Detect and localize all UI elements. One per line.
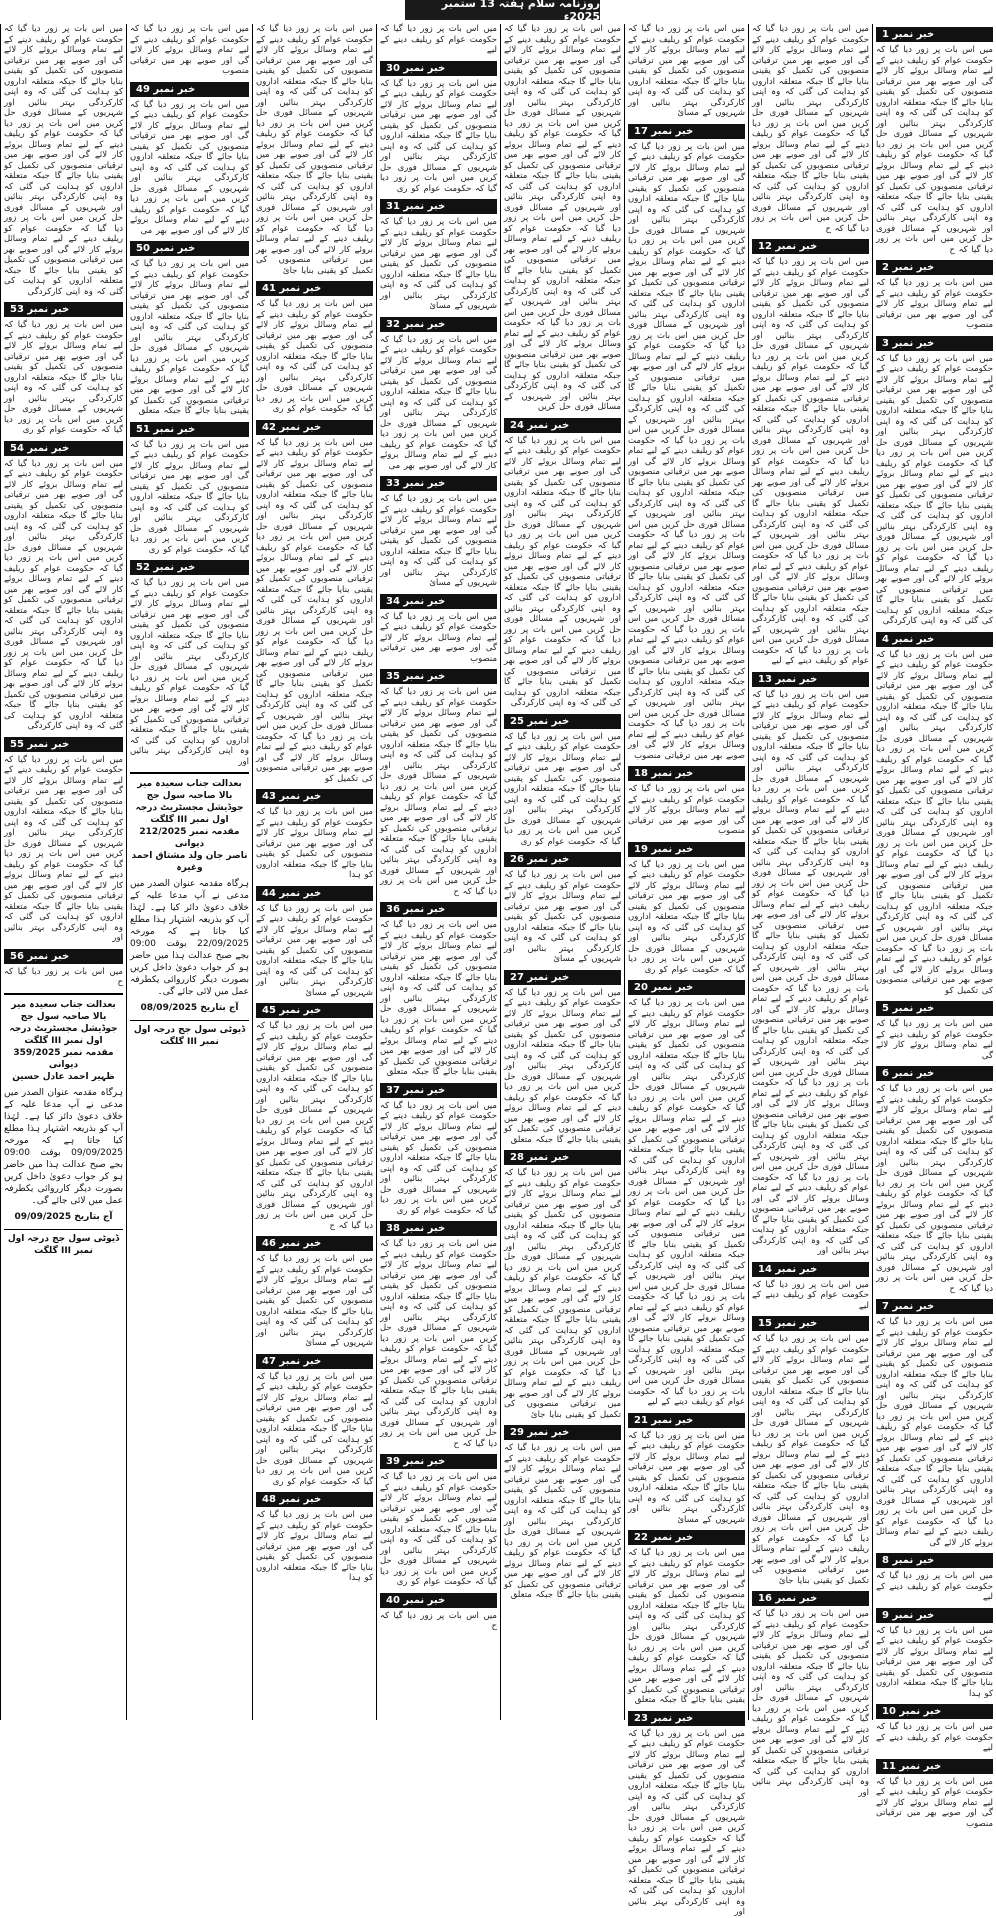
news-item [130,241,249,417]
news-number-tag: خبر نمبر 48 [256,1492,373,1507]
news-number-tag: خبر نمبر 47 [256,1354,373,1369]
column-2 [748,24,872,1798]
news-body-text: میں اس بات پر زور دیا گیا کہ حکومت عوام کو ریلیف دینے کے لیے [752,1279,869,1311]
column-4 [500,24,624,1720]
news-number-tag: خبر نمبر 9 [876,1608,993,1623]
news-body-text: میں اس بات پر زور دیا گیا کہ حکومت عوام کو ریلیف دینے کے لیے تمام وسائل بروئے کار لائے گی اور صوبے بھر میں ترقیاتی منصوبوں کی تکمیل کو یقینی بنایا جائے گا جبکہ متعلقہ اداروں کو ہدایت کی گئی کہ وہ اپنی کارکردگی بہتر بنائیں اور شہریوں کے مسائل فوری حل کریں میں اس بات پر زور دیا گیا کہ حکومت عوام کو ری [628,859,745,975]
news-item [876,1704,993,1754]
news-number-tag: خبر نمبر 49 [130,82,249,97]
news-number-tag: خبر نمبر 13 [752,672,869,687]
news-body-text: میں اس بات پر زور دیا گیا کہ حکومت عوام کو ریلیف دینے کے لیے تمام وسائل بروئے کار لائے گی اور صوبے بھر میں ترقیاتی منصوبوں کی تکمیل کو یقینی بنایا جائے گا جبکہ متعلقہ اداروں کو ہدایت کی گئی کہ وہ اپنی کارکردگی بہتر بنائیں اور شہریوں کے مسائل فوری حل کریں میں اس بات پر زور دیا گیا کہ حکومت عوام کو ری [504,731,621,847]
news-item [4,302,123,436]
news-body-text: میں اس بات پر زور دیا گیا کہ حکومت عوام کو ریلیف دینے کے لیے تمام وسائل بروئے کار لائے گی اور صوبے بھر میں ترقیاتی منصوبوں کی تکمیل کو یقینی بنایا جائے گا جبکہ متعلقہ اداروں کو ہدایت کی گئی کہ وہ اپنی کارکردگی بہتر بنائیں اور شہریوں کے مسائل فوری حل کریں میں اس بات پر زور دیا گیا کہ حکومت عوام کو ریلیف دینے کے لیے تمام وسائل بروئے کار لائے گی اور صوبے بھر میں ترقیاتی منصوبوں کی تکمیل کو یقینی بنایا جائے گا جبکہ متعلقہ اداروں کو ہدایت کی گئی کہ وہ اپنی کارکردگی بہتر بنائیں اور شہریوں کے مسائل فوری حل کریں میں اس بات پر زور دیا گیا کہ حکومت عوام کو ریلیف دینے کے لیے تمام وسائل بروئے کار لائے گی اور صوبے بھر میں ترقیاتی منصوبوں کی تکمیل کو یقینی بنایا جائے گا جبکہ متعلقہ اداروں کو ہدایت کی گئی کہ وہ اپنی کارکردگی بہتر بنائیں اور شہریوں کے مسائل فوری حل کریں میں اس بات پر زور دیا گیا کہ حکومت عوام کو ریلیف دینے کے لیے تمام وسائل بروئے کار لائے گی اور صوبے بھر میں ترقیاتی منصوبوں کی تکمیل کو یقینی بنایا جائے گا جبکہ متعلقہ اداروں کو ہدایت کی گئی کہ وہ اپنی کارکردگی بہتر بنائیں اور شہریوں کے مسائل فوری حل کریں میں اس بات پر زور دیا گیا کہ حکومت عوام کو ریلیف دینے کے لیے تمام وسائل بروئے کار لائے گی اور صوبے بھر میں ترقیاتی منصوبوں کی تکمیل کو یقینی بنایا جائے گا جبکہ متعلقہ اداروں کو ہدایت کی گئی کہ وہ اپنی کارکردگی بہتر بنائیں اور شہریوں کے مسائل فوری حل کریں میں اس بات پر زور دیا گیا کہ حکومت عوام کو ریلیف دینے کے لیے تمام وسائل بروئے کار لائے گی اور صوبے بھر میں ترقیاتی منصوبوں کی تکمیل کو یقینی بنایا جائے گا جبکہ متعلقہ اداروں کو ہدایت کی گئی کہ وہ اپنی کارکردگی بہتر بنائیں اور [752,689,869,1256]
news-number-tag: خبر نمبر 53 [4,302,123,317]
news-item [130,560,249,767]
news-item [876,632,993,997]
notice-body: ہرگاہ مقدمہ عنوان الصدر میں مدعی نے آپ مدعا علیہ کے خلاف دعویٰ دائر کیا ہے۔ لہٰذا آپ کو بذریعہ اشتہار ہذا مطلع کیا جاتا ہے کہ مورخہ 22/09/2025 بوقت 09:00 بجے صبح عدالت ہذا میں حاضر ہو کر جواب دعویٰ داخل کریں بصورت دیگر کارروائی یکطرفہ عمل میں لائی جائے گی۔ [130,879,249,997]
news-body-text: میں اس بات پر زور دیا گیا کہ حکومت عوام کو ریلیف دینے کے لیے تمام وسائل بروئے کار لائے گی اور صوبے بھر میں ترقیاتی منصوبوں کی تکمیل کو یقینی بنایا جائے گا جبکہ متعلقہ اداروں کو ہدایت کی گئی کہ وہ اپنی کارکردگی بہتر بنائیں اور شہریوں کے مسائل فوری حل کریں میں اس بات پر زور دیا گیا کہ حکومت عوام کو ریلیف دینے کے لیے تمام وسائل بروئے کار لائے گی اور صوبے بھر میں ترقیاتی منصوبوں کی تکمیل کو یقینی بنایا جائے گا جبکہ متعلقہ اداروں کو ہدایت کی گئی کہ وہ اپنی کارکردگی بہتر بنائیں اور شہریوں کے مسائل فوری حل کریں میں اس بات پر زور دیا گیا کہ حکومت عوام کو ریلیف دینے کے لیے تمام وسائل بروئے کار لائے گی اور صوبے بھر میں ترقیاتی منصوبوں کی تکمیل کو یقینی بنایا جائ [256,24,373,276]
news-body-text: میں اس بات پر زور دیا گیا کہ حکومت عوام کو ریلیف دینے کے لیے تمام وسائل بروئے کار لائے گی اور صوبے بھر میں ترقیاتی منصوبوں کی تکمیل کو یقینی بنایا جائے گا جبکہ متعلقہ اداروں کو ہدا [256,807,373,880]
news-number-tag: خبر نمبر 26 [504,852,621,867]
news-item [628,1413,745,1526]
news-number-tag: خبر نمبر 34 [380,594,497,609]
news-item [4,441,123,732]
news-number-tag: خبر نمبر 6 [876,1066,993,1081]
news-number-tag: خبر نمبر 25 [504,714,621,729]
news-body-text: میں اس بات پر زور دیا گیا کہ حکومت عوام کو ریلیف دینے کے لیے تمام وسائل بروئے کار لائے گی اور صوبے بھر میں ترقیاتی منصوبوں کی تکمیل کو یقینی بنایا جائے گا جبکہ متعلقہ اداروں کو ہدایت کی گئی کہ وہ اپنی کارکردگی بہتر بنائیں اور شہریوں کے مسائل فوری حل کریں میں اس بات پر زور دیا گیا کہ حکومت عوام کو ریلیف دینے کے لیے تمام وسائل بروئے کار لائے گی اور صوبے بھر میں ترقیاتی منصوبوں کی تکمیل کو یقینی بنایا جائے گا جبکہ متعلقہ اداروں کو ہدایت کی گئی کہ وہ اپنی کارکردگی بہتر بنائیں اور شہریوں کے مسائل فوری حل کریں میں اس بات پر زور دیا گیا کہ حکومت عوام کو ریلیف دینے کے لیے تمام وسائل بروئے کار لائے گی اور صوبے بھر میں ترقیاتی منصوبوں کی تکمیل کو یقینی بنایا جائے گا جبکہ متعلقہ اداروں کو ہدایت کی گئی کہ وہ اپنی کارکردگی [504,435,621,708]
news-item [380,199,497,312]
news-body-text: میں اس بات پر زور دیا گیا کہ حکومت عوام کو ریلیف دینے کے لیے تمام وسائل بروئے کار لائے گی اور صوبے بھر میں ترقیاتی منصوبوں کی تکمیل کو یقینی بنایا جائے گا جبکہ متعلقہ اداروں کو ہدایت کی گئی کہ وہ اپنی کارکردگی بہتر بنائیں اور شہریوں کے مسائل فوری حل کریں میں اس بات پر زور دیا گیا کہ حکومت عوام کو ری [256,1371,373,1487]
notice-case-number: مقدمہ نمبر 212/2025 دیوانی [139,827,240,849]
news-item [752,1591,869,1798]
news-item [380,594,497,665]
news-body-text: میں اس بات پر زور دیا گیا کہ حکومت عوام کو ریلیف دینے کے لیے تمام وسائل بروئے کار لائے گی اور صوبے بھر میں ترقیاتی منصوبوں کی تکمیل کو یقینی بنایا جائے گا جبکہ متعلقہ اداروں کو ہدایت کی گئی کہ وہ اپنی کارکردگی بہتر بنائیں اور شہریوں کے مسائل فوری حل کریں میں اس بات پر زور دیا گیا کہ حکومت عوام کو ری [256,299,373,414]
news-body-text: میں اس بات پر زور دیا گیا کہ حکومت عوام کو ریلیف دینے کے لیے تمام وسائل بروئے کار لائے گی اور صوبے بھر میں ترقیاتی منصوبوں کی تکمیل کو یقینی بنایا جائے گا جبکہ متعلقہ اداروں کو ہدایت کی گئی کہ وہ اپنی کارکردگی بہتر بنائیں اور شہریوں کے مسائل فوری حل کریں میں اس بات پر زور دیا گیا کہ حکومت عوام کو ری [380,1472,497,1587]
news-body-text: میں اس بات پر زور دیا گیا کہ حکومت عوام کو ریلیف دینے کے لیے تمام وسائل بروئے کار لائے گی اور صوبے بھر میں ترقیاتی منصوبوں کی تکمیل کو یقینی بنایا جائے گا جبکہ متعلقہ اداروں کو ہدایت کی گئی کہ وہ اپنی کارکردگی بہتر بنائیں اور شہریوں کے مسائل فوری حل کریں میں اس بات پر زور دیا گیا کہ حکومت عوام کو ریلیف دینے کے لیے تمام وسائل بروئے کار لائے گی اور صوبے بھر میں ترقیاتی منصوبوں کی تکمیل کو یقینی بنایا جائے گا جبکہ متعلقہ اداروں کو ہدایت کی گئی کہ وہ اپنی کارکردگی بہتر بنائیں اور شہریوں کے مسائل فوری حل کریں میں اس بات پر زور دیا گیا کہ حکومت عوام کو ریلیف دینے کے لیے تمام وسائل بروئے کار لائے گی اور صوبے بھر میں ترقیاتی منصوبوں کی تکمیل کو یقینی بنایا جائے گا جبکہ متعلقہ اداروں کو ہدایت کی گئی کہ وہ اپنی کارکردگی بہتر بنائیں اور شہریوں کے مسائل فوری حل کریں میں اس بات پر زور دیا گیا کہ حکومت عوام کو ریلیف دینے کے لیے تمام وسائل بروئے کار لائے گی اور صوبے بھر میں ترقیاتی منصوبوں کی تکمیل کو یقینی بنایا جائے گا جبکہ متعلقہ اداروں کو ہدایت کی گئی کہ وہ اپنی کارکردگی بہتر بنائیں اور شہریوں کے مسائل فوری حل کریں میں اس بات پر زور دیا گیا کہ حکومت عوام کو ریلیف دینے کے لیے [752,257,869,666]
news-item [4,949,123,988]
news-number-tag: خبر نمبر 51 [130,422,249,437]
news-number-tag: خبر نمبر 3 [876,336,993,351]
news-item [504,714,621,848]
news-body-text: میں اس بات پر زور دیا گیا کہ حکومت عوام کو ریلیف دینے کے لیے تمام وسائل بروئے کار لائے گی [876,1019,993,1061]
news-number-tag: خبر نمبر 32 [380,317,497,332]
news-item [380,1083,497,1217]
notice-date: آج بتاریخ 08/09/2025 [140,1003,239,1013]
news-body-text: میں اس بات پر زور دیا گیا کہ حکومت عوام کو ریلیف دینے کے لیے تمام وسائل بروئے کار لائے گی اور صوبے بھر میں ترقیاتی منصوبوں کی تکمیل کو یقینی بنایا جائے گا جبکہ متعلقہ اداروں کو ہدا [256,1510,373,1583]
news-body-text: میں اس بات پر زور دیا گیا کہ حکومت عوام کو ریلیف دینے کے لیے تمام وسائل بروئے کار لائے گی اور صوبے بھر میں ترقیاتی منصوبوں کی تکمیل کو یقینی بنایا جائے گا جبکہ متعلقہ اداروں کو ہدایت کی گئی کہ وہ اپنی کارکردگی بہتر بنائیں اور شہریوں کے مسائل فوری حل کریں میں اس بات پر زور دیا گیا کہ حکومت عوام کو ریلیف دینے کے لیے تمام وسائل بروئے کار لائے گی اور صوبے بھر میں ترقیاتی منصوبوں کی تکمیل کو یقینی بنایا جائے گا جبکہ متعلقہ اداروں کو ہدایت کی گئی کہ وہ اپنی کارکردگی بہتر بنائیں اور شہریوں کے مسائل فوری حل کریں میں اس بات پر زور دیا گیا کہ ح [876,1084,993,1294]
news-body-text: میں اس بات پر زور دیا گیا کہ حکومت عوام کو ریلیف دینے کے لیے تمام وسائل بروئے کار لائے گی اور صوبے بھر میں ترقیاتی منصوبوں کی تکمیل کو یقینی بنایا جائے گا جبکہ متعلقہ اداروں کو ہدایت کی گئی کہ وہ اپنی کارکردگی بہتر بنائیں اور شہریوں کے مسائل فوری حل کریں میں اس بات پر زور دیا گیا کہ حکومت عوام کو ریلیف دینے کے لیے تمام وسائل بروئے کار لائے گی اور صوبے بھر میں ترقیاتی منصوبوں کی تکمیل کو یقینی بنایا جائے گا جبکہ متعلقہ اداروں کو ہدایت کی گئی کہ وہ اپنی کارکردگی بہتر بنائیں اور [130,578,249,767]
news-number-tag: خبر نمبر 56 [4,949,123,964]
news-body-text: میں اس بات پر زور دیا گیا کہ حکومت عوام کو ریلیف دینے کے لیے تمام وسائل بروئے کار لائے گی اور صوبے بھر میں ترقیاتی منصوبوں کی تکمیل کو یقینی بنایا جائے گا جبکہ متعلقہ اداروں کو ہدایت کی گئی کہ وہ اپنی کارکردگی بہتر بنائیں اور شہریوں کے مسائل فوری حل کریں میں اس بات پر زور دیا گیا کہ حکومت عوام کو ریلیف دینے کے لیے تمام وسائل بروئے کار لائے گی اور صوبے بھر میں ترقیاتی منصوبوں کی تکمیل کو یقینی بنایا جائے گا جبکہ متعلقہ اداروں کو ہدایت کی گئی کہ وہ اپنی کارکردگی بہتر بنائیں اور شہریوں کے مسائل فوری حل کریں میں اس بات پر زور دیا گیا کہ حکومت عوام کو ریلیف دینے کے لیے تمام وسائل بروئے کار لائے گی اور صوبے بھر میں ترقیاتی منصوبوں کی تکمیل کو یقینی بنایا جائے گا جبکہ متعلقہ اداروں کو ہدایت کی گئی کہ وہ اپنی کارکردگی [4,24,123,297]
notice-parties: ناصر جان ولد مشتاق احمد وغیرہ [131,851,248,873]
news-item [256,789,373,881]
news-number-tag: خبر نمبر 16 [752,1591,869,1606]
court-notice [130,772,249,1048]
news-item [876,1553,993,1603]
news-number-tag: خبر نمبر 28 [504,1150,621,1165]
news-item [876,1001,993,1061]
news-item [380,317,497,472]
news-item [876,1608,993,1700]
news-number-tag: خبر نمبر 2 [876,260,993,275]
notice-parties: ظہیر احمد عادل حسین [12,1071,115,1082]
news-body-text: میں اس بات پر زور دیا گیا کہ ح [4,966,123,987]
news-body-text: میں اس بات پر زور دیا گیا کہ حکومت عوام کو ریلیف دینے کے لیے تمام وسائل بروئے کار لائے گی اور صوبے بھر میں ترقیاتی منصوبوں کی تکمیل کو یقینی بنایا جائے گا جبکہ متعلقہ اداروں کو ہدایت کی گئی کہ وہ اپنی کارکردگی بہتر بنائیں اور شہریوں کے مسائل فوری حل کریں میں اس بات پر زور دیا گیا کہ حکومت عوام کو ریلیف دینے کے لیے تمام وسائل بروئے کار لائے گی اور صوبے بھر میں ترقیاتی منصوبوں کی تکمیل کو یقینی بنایا جائے گا جبکہ متعلقہ اداروں کو ہدایت کی گئی کہ وہ اپنی کارکردگی بہتر بنائیں اور شہریوں کے مسائل فوری حل کریں میں اس بات پر زور دیا گیا کہ ح [380,687,497,897]
news-number-tag: خبر نمبر 18 [628,766,745,781]
news-body-text: میں اس بات پر زور دیا گیا کہ حکومت عوام کو ریلیف دینے کے لیے تمام وسائل بروئے کار لائے گی اور صوبے بھر میں ترقیاتی منصوبوں کی تکمیل کو یقینی بنایا جائے گا جبکہ متعلقہ اداروں کو ہدایت کی گئی کہ وہ اپنی کارکردگی بہتر بنائیں اور شہریوں کے مسائل فوری حل کریں میں اس بات پر زور دیا گیا کہ حکومت عوام کو ری [380,1100,497,1216]
news-number-tag: خبر نمبر 29 [504,1425,621,1440]
news-body-text: میں اس بات پر زور دیا گیا کہ حکومت عوام کو ریلیف دینے کے لیے تمام وسائل بروئے کار لائے گی اور صوبے بھر میں ترقیاتی منصوب [380,611,497,664]
news-item [876,27,993,255]
news-item [876,1066,993,1294]
news-number-tag: خبر نمبر 41 [256,281,373,296]
news-body-text: میں اس بات پر زور دیا گیا کہ حکومت عوام کو ریلیف دینے کے لیے تمام وسائل بروئے کار لائے گی اور صوبے بھر میں ترقیاتی منصوبوں کی تکمیل کو یقینی بنایا جائے گا جبکہ متعلقہ اداروں کو ہدایت کی گئی کہ وہ اپنی کارکردگی بہتر بنائیں اور شہریوں کے مسائل فوری حل کریں میں اس بات پر زور دیا گیا کہ حکومت عوام کو ریلیف دینے کے لیے تمام وسائل بروئے کار لائے گی اور صوبے بھر میں ترقیاتی منصوبوں کی تکمیل کو یقینی بنایا جائے گا جبکہ متعلقہ اداروں کو ہدایت کی گئی کہ وہ اپنی کارکردگی بہتر بنائیں اور شہریوں کے مسائل فوری حل کریں میں اس بات پر زور دیا گیا کہ حکومت عوام کو ریلیف دینے کے لیے تمام وسائل بروئے کار لائے گی اور صوبے بھر میں ترقیاتی منصوبوں کی تکمیل کو یقینی بنایا جائے گا جبکہ متعلقہ اداروں کو ہدایت کی گئی کہ وہ اپنی کارکردگی بہتر بنائیں اور شہریوں کے مسائل فوری حل کریں میں اس بات پر زور دیا گیا کہ حکومت عوام کو ریلیف دینے کے لیے تمام وسائل بروئے کار لائے گی اور صوبے بھر میں ترقیاتی منصوبوں کی تکمیل کو [876,649,993,996]
news-body-text: میں اس بات پر زور دیا گیا کہ حکومت عوام کو ریلیف دینے کے لیے تمام وسائل بروئے کار لائے گی اور صوبے بھر میں ترقیاتی منصوبوں کی تکمیل کو یقینی بنایا جائے گا جبکہ متعلقہ اداروں کو ہدایت کی گئی کہ وہ اپنی کارکردگی بہتر بنائیں اور شہریوں کے مسائ [504,870,621,964]
news-item [876,260,993,331]
news-item [628,766,745,837]
news-item [380,61,497,195]
news-number-tag: خبر نمبر 10 [876,1704,993,1719]
news-body-text: میں اس بات پر زور دیا گیا کہ حکومت عوام کو ریلیف دینے کے لیے تمام وسائل بروئے کار لائے گی اور صوبے بھر میں ترقیاتی منصوب [628,784,745,836]
news-item [380,902,497,1078]
news-item [130,24,249,77]
news-item [380,1593,497,1632]
news-body-text: میں اس بات پر زور دیا گیا کہ حکومت عوام کو ریلیف دینے کے لیے تمام وسائل بروئے کار لائے گی اور صوبے بھر میں ترقیاتی منصوبوں کی تکمیل کو یقینی بنایا جائے گا جبکہ متعلقہ اداروں کو ہدایت کی گئی کہ وہ اپنی کارکردگی بہتر بنائیں اور شہریوں کے مسائل فوری حل کریں میں اس بات پر زور دیا گیا کہ حکومت عوام کو ریلیف دینے کے لیے تمام وسائل بروئے کار لائے گی اور صوبے بھر میں ترقیاتی منصوبوں کی تکمیل کو یقینی بنایا جائے گا جبکہ متعلقہ اداروں کو ہدایت کی گئی کہ وہ اپنی کارکردگی بہتر بنائیں اور شہریوں کے مسائل فوری حل کریں میں اس بات پر زور دیا گیا کہ حکومت عوام کو ریلیف دینے کے لیے تمام وسائل بروئے کار لائے گی اور صوبے بھر میں ترقیاتی منصوبوں کی تکمیل کو یقینی بنایا جائ [504,1168,621,1420]
news-item [256,24,373,276]
news-body-text: میں اس بات پر زور دیا گیا کہ حکومت عوام کو ریلیف دینے کے لیے تمام وسائل بروئے کار لائے گی اور صوبے بھر میں ترقیاتی منصوبوں کی تکمیل کو یقینی بنایا جائے گا جبکہ متعلقہ اداروں کو ہدا [876,1625,993,1699]
news-body-text: میں اس بات پر زور دیا گیا کہ حکومت عوام کو ریلیف دینے کے لیے تمام وسائل بروئے کار لائے گی اور صوبے بھر میں ترقیاتی منصوبوں کی تکمیل کو یقینی بنایا جائے گا جبکہ متعلقہ اداروں کو ہدایت کی گئی کہ وہ اپنی کارکردگی بہتر بنائیں اور شہریوں کے مسائل فوری حل کریں میں اس بات پر زور دیا گیا کہ حکومت عوام کو ریلیف دینے کے لیے تمام وسائل بروئے کار لائے گی اور صوبے بھر میں ترقیاتی منصوبوں کی تکمیل کو یقینی بنایا جائے گا جبکہ متعلقہ اداروں کو ہدایت کی گئی کہ وہ اپنی کارکردگی بہتر بنائیں اور شہریوں کے مسائل فوری حل کریں میں اس بات پر زور دیا گیا کہ ح [752,24,869,234]
news-body-text: میں اس بات پر زور دیا گیا کہ حکومت عوام کو ریلیف دینے کے لیے تمام وسائل بروئے کار لائے گی اور صوبے بھر میں ترقیاتی منصوبوں کی تکمیل کو یقینی بنایا جائے گا جبکہ متعلقہ اداروں کو ہدایت کی گئی کہ وہ اپنی کارکردگی بہتر بنائیں اور شہریوں کے مسائل فوری حل کریں میں اس بات پر زور دیا گیا کہ حکومت عوام کو ریلیف دینے کے لیے تمام وسائل بروئے کار لائے گی اور صوبے بھر میں ترقیاتی منصوبوں کی تکمیل کو یقینی بنایا جائے گا جبکہ متعلقہ اداروں کو ہدایت کی گئی کہ وہ اپنی کارکردگی بہتر بنائیں اور شہریوں کے مسائل فوری حل کریں میں اس بات پر زور دیا گیا کہ حکومت عوام کو ریلیف دینے کے لیے تمام وسائل بروئے کار لائے گی اور صوبے بھر میں ترقیاتی منصوبوں کی تکمیل کو یقینی بنایا جائے گا جبکہ متعلقہ اداروں کو ہدایت کی گئی کہ وہ اپنی کارکردگی [4,458,123,731]
news-body-text: میں اس بات پر زور دیا گیا کہ حکومت عوام کو ریلیف دینے کے لیے تمام وسائل بروئے کار لائے گی اور صوبے بھر میں ترقیاتی منصوبوں کی تکمیل کو یقینی بنایا جائے گا جبکہ متعلقہ اداروں کو ہدایت کی گئی کہ وہ اپنی کارکردگی بہتر بنائیں اور شہریوں کے مسائل فوری حل کریں میں اس بات پر زور دیا گیا کہ حکومت عوام کو ریلیف دینے کے لیے تمام وسائل بروئے کار لائے گی اور صوبے بھر میں ترقیاتی منصوبوں کی تکمیل کو یقینی بنایا جائے گا جبکہ متعلق [504,1443,621,1600]
news-number-tag: خبر نمبر 31 [380,199,497,214]
news-item [256,1354,373,1488]
news-body-text: میں اس بات پر زور دیا گیا کہ حکومت عوام کو ریلیف دینے کے لیے تمام وسائل بروئے کار لائے گی اور صوبے بھر میں ترقیاتی منصوبوں کی تکمیل کو یقینی بنایا جائے گا جبکہ متعلقہ اداروں کو ہدایت کی گئی کہ وہ اپنی کارکردگی بہتر بنائیں اور شہریوں کے مسائل فوری حل کریں میں اس بات پر زور دیا گیا کہ حکومت عوام کو ریلیف دینے کے لیے تمام وسائل بروئے کار لائے گی اور صوبے بھر میں ترقیاتی منصوبوں کی تکمیل کو یقینی بنایا جائے گا جبکہ متعلقہ اداروں کو ہدایت کی گئی کہ وہ اپنی کارکردگی بہتر بنائیں اور شہریوں کے مسائل فوری حل کریں میں اس بات پر زور دیا گیا کہ حکومت عوام کو ریلیف دینے کے لیے تمام وسائل بروئے کار لائے گی اور صوبے بھر میں ترقیاتی منصوبوں کی تکمیل کو یقینی بنایا جائے گا جبکہ متعلقہ اداروں کو ہدایت کی گئی کہ وہ اپنی کارکردگی بہتر بنائیں اور شہریوں کے مسائل فوری حل کریں میں اس بات پر زور دیا گیا کہ حکومت عوام کو ریلیف دینے کے لیے تمام وسائل بروئے کار لائے گی اور صوبے بھر میں ترقیاتی منصوبوں کی تکمیل کو یقینی بنایا جائے گا جبکہ متعلقہ اداروں کو ہدایت کی گئی کہ وہ اپنی کارکردگی بہتر بنائیں اور شہریوں کے مسائل فوری حل کریں میں اس بات پر زور دیا گیا کہ حکومت عوام کو ریلیف دینے کے لیے [628,998,745,1407]
news-item [628,980,745,1408]
news-number-tag: خبر نمبر 22 [628,1530,745,1545]
news-number-tag: خبر نمبر 5 [876,1001,993,1016]
news-item [504,1150,621,1420]
news-number-tag: خبر نمبر 39 [380,1454,497,1469]
news-number-tag: خبر نمبر 44 [256,886,373,901]
news-number-tag: خبر نمبر 43 [256,789,373,804]
news-number-tag: خبر نمبر 30 [380,61,497,76]
news-item [256,1003,373,1231]
news-body-text: میں اس بات پر زور دیا گیا کہ حکومت عوام کو ریلیف دینے کے لیے تمام وسائل بروئے کار لائے گی اور صوبے بھر میں ترقیاتی منصوبوں کی تکمیل کو یقینی بنایا جائے گا جبکہ متعلقہ اداروں کو ہدایت کی گئی کہ وہ اپنی کارکردگی بہتر بنائیں اور شہریوں کے مسائل فوری حل کریں میں اس بات پر زور دیا گیا کہ حکومت عوام کو ریلیف دینے کے لیے تمام وسائل بروئے کار لائے گی اور صوبے بھر میں ترقیاتی منصوبوں کی تکمیل کو یقینی بنایا جائے گا جبکہ متعلق [130,259,249,416]
notice-heading: بعدالت جناب سعیدہ میر بالا صاحبہ سول جج جوڈیشل مجسٹریٹ درجہ اول نمبر III گلگت [9,999,118,1046]
news-body-text: میں اس بات پر زور دیا گیا کہ حکومت عوام کو ریلیف دینے کے لیے تمام وسائل بروئے کار لائے گی اور صوبے بھر میں ترقیاتی منصوبوں کی تکمیل کو یقینی بنایا جائے گا جبکہ متعلقہ اداروں کو ہدایت کی گئی کہ وہ اپنی کارکردگی بہتر بنائیں اور شہریوں کے مسائ [256,1254,373,1348]
news-item [752,239,869,667]
news-body-text: میں اس بات پر زور دیا گیا کہ حکومت عوام کو ریلیف دینے کے لیے تمام وسائل بروئے کار لائے گی اور صوبے بھر میں ترقیاتی منصوب [876,278,993,330]
news-item [628,842,745,976]
notice-date: آج بتاریخ 09/09/2025 [14,1211,113,1222]
news-body-text: میں اس بات پر زور دیا گیا کہ حکومت عوام کو ریلیف دینے کے لیے تمام وسائل بروئے کار لائے گی اور صوبے بھر میں ترقیاتی منصوبوں کی تکمیل کو یقینی بنایا جائے گا جبکہ متعلقہ اداروں کو ہدایت کی گئی کہ وہ اپنی کارکردگی بہتر بنائیں اور شہریوں کے مسائل فوری حل کریں میں اس بات پر زور دیا گیا کہ حکومت عوام کو ریلیف دینے کے لیے تمام وسائل بروئے کار لائے گی اور صوبے بھر می [380,334,497,471]
news-number-tag: خبر نمبر 20 [628,980,745,995]
news-item [380,476,497,589]
news-item [876,1759,993,1830]
news-body-text: میں اس بات پر زور دیا گیا کہ حکومت عوام کو ریلیف دینے کے لیے تمام وسائل بروئے کار لائے گی اور صوبے بھر میں ترقیاتی منصوبوں کی تکمیل کو یقینی بنایا جائے گا جبکہ متعلقہ اداروں کو ہدایت کی گئی کہ وہ اپنی کارکردگی بہتر بنائیں اور شہریوں کے مسائل فوری حل کریں میں اس بات پر زور دیا گیا کہ حکومت عوام کو ریلیف دینے کے لیے تمام وسائل بروئے کار لائے گی اور صوبے بھر می [130,99,249,236]
news-body-text: میں اس بات پر زور دیا گیا کہ حکومت عوام کو ریلیف دینے کے لیے تمام وسائل بروئے کار لائے گی اور صوبے بھر میں ترقیاتی منصوبوں کی تکمیل کو یقینی بنایا جائے گا جبکہ متعلقہ اداروں کو ہدایت کی گئی کہ وہ اپنی کارکردگی بہتر بنائیں اور شہریوں کے مسائل فوری حل کریں میں اس بات پر زور دیا گیا کہ حکومت عوام کو ریلیف دینے کے لیے تمام وسائل بروئے کار لائے گی اور صوبے بھر میں ترقیاتی منصوبوں کی تکمیل کو یقینی بنایا جائے گا جبکہ متعلقہ اداروں کو ہدایت کی گئی کہ وہ اپنی کارکردگی بہتر بنائیں اور [4,754,123,943]
news-number-tag: خبر نمبر 12 [752,239,869,254]
news-body-text: میں اس بات پر زور دیا گیا کہ حکومت عوام کو ریلیف دینے کے لیے تمام وسائل بروئے کار لائے گی اور صوبے بھر میں ترقیاتی منصوبوں کی تکمیل کو یقینی بنایا جائے گا جبکہ متعلقہ اداروں کو ہدایت کی گئی کہ وہ اپنی کارکردگی بہتر بنائیں اور شہریوں کے مسائل فوری حل کریں میں اس بات پر زور دیا گیا کہ حکومت عوام کو ری [4,320,123,435]
news-item [4,737,123,944]
notice-body: ہرگاہ مقدمہ عنوان الصدر میں مدعی نے آپ مدعا علیہ کے خلاف دعویٰ دائر کیا ہے۔ لہٰذا آپ کو بذریعہ اشتہار ہذا مطلع کیا جاتا ہے کہ مورخہ 09/09/2025 بوقت 09:00 بجے صبح عدالت ہذا میں حاضر ہو کر جواب دعویٰ داخل کریں بصورت دیگر کارروائی یکطرفہ عمل میں لائی جائے گی۔ [4,1087,123,1206]
news-item [130,82,249,237]
news-body-text: میں اس بات پر زور دیا گیا کہ حکومت عوام کو ریلیف دینے کے لیے تمام وسائل بروئے کار لائے گی اور صوبے بھر میں ترقیاتی منصوبوں کی تکمیل کو یقینی بنایا جائے گا جبکہ متعلقہ اداروں کو ہدایت کی گئی کہ وہ اپنی کارکردگی بہتر بنائیں اور شہریوں کے مسائل فوری حل کریں میں اس بات پر زور دیا گیا کہ حکومت عوام کو ری [380,78,497,194]
news-number-tag: خبر نمبر 8 [876,1553,993,1568]
news-item [876,1299,993,1548]
news-number-tag: خبر نمبر 42 [256,420,373,435]
page-masthead: روزنامہ سلام ہفتہ 13 ستمبر 2025ء [405,0,600,20]
news-item [628,1530,745,1706]
news-number-tag: خبر نمبر 55 [4,737,123,752]
news-item [256,1236,373,1349]
notice-signature: ڈیوٹی سول جج درجہ اول نمبر III گلگت [4,1229,123,1257]
news-number-tag: خبر نمبر 45 [256,1003,373,1018]
news-body-text: میں اس بات پر زور دیا گیا کہ حکومت عوام کو ریلیف دینے کے لیے تمام وسائل بروئے کار لائے گی اور صوبے بھر میں ترقیاتی منصوبوں کی تکمیل کو یقینی بنایا جائے گا جبکہ متعلقہ اداروں کو ہدایت کی گئی کہ وہ اپنی کارکردگی بہتر بنائیں اور شہریوں کے مسائل فوری حل کریں میں اس بات پر زور دیا گیا کہ حکومت عوام کو ریلیف دینے کے لیے تمام وسائل بروئے کار لائے گی اور صوبے بھر میں ترقیاتی منصوبوں کی تکمیل کو یقینی بنایا جائے گا جبکہ متعلقہ اداروں کو ہدایت کی گئی کہ وہ اپنی کارکردگی بہتر بنائیں اور شہریوں کے مسائل فوری حل کریں میں اس بات پر زور دیا گیا کہ حکومت عوام کو ریلیف دینے کے لیے تمام وسائل بروئے کار لائے گی اور صوبے بھر میں ترقیاتی منصوبوں کی تکمیل کو یقینی بنایا جائ [752,1334,869,1586]
news-body-text: میں اس بات پر زور دیا گیا کہ حکومت عوام کو ریلیف دینے کے لیے تمام وسائل بروئے کار لائے گی اور صوبے بھر میں ترقیاتی منصوب [876,1776,993,1829]
news-body-text: میں اس بات پر زور دیا گیا کہ حکومت عوام کو ریلیف دینے کے لیے تمام وسائل بروئے کار لائے گی اور صوبے بھر میں ترقیاتی منصوبوں کی تکمیل کو یقینی بنایا جائے گا جبکہ متعلقہ اداروں کو ہدایت کی گئی کہ وہ اپنی کارکردگی بہتر بنائیں اور شہریوں کے مسائ [380,217,497,311]
news-body-text: میں اس بات پر زور دیا گیا کہ حکومت عوام کو ریلیف دینے کے لیے تمام وسائل بروئے کار لائے گی اور صوبے بھر میں ترقیاتی منصوبوں کی تکمیل کو یقینی بنایا جائے گا جبکہ متعلقہ اداروں کو ہدایت کی گئی کہ وہ اپنی کارکردگی بہتر بنائیں اور شہریوں کے مسائل فوری حل کریں میں اس بات پر زور دیا گیا کہ حکومت عوام کو ری [130,439,249,555]
news-body-text: میں اس بات پر زور دیا گیا کہ حکومت عوام کو ریلیف دینے کے لیے تمام وسائل بروئے کار لائے گی اور صوبے بھر میں ترقیاتی منصوبوں کی تکمیل کو یقینی بنایا جائے گا جبکہ متعلقہ اداروں کو ہدایت کی گئی کہ وہ اپنی کارکردگی بہتر بنائیں اور شہریوں کے مسائل فوری حل کریں میں اس بات پر زور دیا گیا کہ حکومت عوام کو ریلیف دینے کے لیے تمام وسائل بروئے کار لائے گی اور صوبے بھر میں ترقیاتی منصوبوں کی تکمیل کو یقینی بنایا جائے گا جبکہ متعلقہ اداروں کو ہدایت کی گئی کہ وہ اپنی کارکردگی بہتر بنائیں اور [752,1609,869,1798]
news-item [752,1262,869,1312]
column-6 [252,24,376,1720]
news-item [256,420,373,785]
news-body-text: میں اس بات پر زور دیا گیا کہ حکومت عوام کو ریلیف دینے کے لیے تمام وسائل بروئے کار لائے گی اور صوبے بھر میں ترقیاتی منصوبوں کی تکمیل کو یقینی بنایا جائے گا جبکہ متعلقہ اداروں کو ہدایت کی گئی کہ وہ اپنی کارکردگی بہتر بنائیں اور شہریوں کے مسائل فوری حل کریں میں اس بات پر زور دیا گیا کہ حکومت عوام کو ریلیف دینے کے لیے تمام وسائل بروئے کار لائے گی اور صوبے بھر میں ترقیاتی منصوبوں کی تکمیل کو یقینی بنایا جائے گا جبکہ متعلقہ اداروں کو ہدایت کی گئی کہ وہ اپنی کارکردگی بہتر بنائیں اور شہریوں کے مسائل فوری حل کریں میں اس بات پر زور دیا گیا کہ ح [876,45,993,255]
news-number-tag: خبر نمبر 15 [752,1316,869,1331]
news-item [256,281,373,415]
news-body-text: میں اس بات پر زور دیا گیا کہ حکومت عوام کو ریلیف دینے کے لیے تمام وسائل بروئے کار لائے گی اور صوبے بھر میں ترقیاتی منصوبوں کی تکمیل کو یقینی بنایا جائے گا جبکہ متعلقہ اداروں کو ہدایت کی گئی کہ وہ اپنی کارکردگی بہتر بنائیں اور شہریوں کے مسائ [628,1430,745,1525]
news-body-text: میں اس بات پر زور دیا گیا کہ حکومت عوام کو ریلیف دینے کے لیے تمام وسائل بروئے کار لائے گی اور صوبے بھر میں ترقیاتی منصوبوں کی تکمیل کو یقینی بنایا جائے گا جبکہ متعلقہ اداروں کو ہدایت کی گئی کہ وہ اپنی کارکردگی بہتر بنائیں اور شہریوں کے مسائل فوری حل کریں میں اس بات پر زور دیا گیا کہ حکومت عوام کو ریلیف دینے کے لیے تمام وسائل بروئے کار لائے گی اور صوبے بھر میں ترقیاتی منصوبوں کی تکمیل کو یقینی بنایا جائے گا جبکہ متعلقہ اداروں کو ہدایت کی گئی کہ وہ اپنی کارکردگی بہتر بنائیں اور [628,1728,745,1917]
notice-heading: بعدالت جناب سعیدہ میر بالا صاحبہ سول جج جوڈیشل مجسٹریٹ درجہ اول نمبر III گلگت [135,779,244,825]
news-body-text: میں اس بات پر زور دیا گیا کہ حکومت عوام کو ریلیف دینے کے لیے تمام وسائل بروئے کار لائے گی اور صوبے بھر میں ترقیاتی منصوبوں کی تکمیل کو یقینی بنایا جائے گا جبکہ متعلقہ اداروں کو ہدایت کی گئی کہ وہ اپنی کارکردگی بہتر بنائیں اور شہریوں کے مسائل فوری حل کریں میں اس بات پر زور دیا گیا کہ حکومت عوام کو ریلیف دینے کے لیے تمام وسائل بروئے کار لائے گی اور صوبے بھر میں ترقیاتی منصوبوں کی تکمیل کو یقینی بنایا جائے گا جبکہ متعلقہ اداروں کو ہدایت کی گئی کہ وہ اپنی کارکردگی بہتر بنائیں اور شہریوں کے مسائل فوری حل کریں میں اس بات پر زور دیا گیا کہ حکومت عوام کو ریلیف دینے کے لیے تمام وسائل بروئے کار لائے گی اور صوبے بھر میں ترقیاتی منصوبوں کی تکمیل کو یقینی بنایا جائے گا جبکہ متعلقہ اداروں کو ہدایت کی گئی کہ وہ اپنی کارکردگی بہتر بنائیں اور شہریوں کے مسائل فوری حل کریں میں اس بات پر زور دیا گیا کہ حکومت عوام کو ریلیف دینے کے لیے تمام وسائل بروئے کار لائے گی اور صوبے بھر میں ترقیاتی منصوبوں کی تکمیل کو یقینی بنایا جائے گا جبکہ متعلقہ اداروں کو ہدایت کی گئی کہ وہ اپنی کارکردگی بہتر بنائیں اور شہریوں کے مسائل فوری حل کریں میں اس بات پر زور دیا گیا کہ حکومت عوام کو ریلیف دینے کے لیے تمام وسائل بروئے کار لائے گی اور صوبے بھر میں ترقیاتی منصوبوں کی تکمیل کو یقینی بنایا جائے گا جبکہ متعلقہ اداروں کو ہدایت کی گئی کہ وہ اپنی کارکردگی بہتر بنائیں اور شہریوں کے مسائل فوری حل کریں میں اس بات پر زور دیا گیا کہ حکومت عوام کو ریلیف دینے کے لیے تمام وسائل بروئے کار لائے گی اور صوبے بھر میں ترقیاتی منصوبوں کی تکمیل کو یقینی بنایا جائے گا جبکہ متعلقہ اداروں کو ہدایت کی گئی کہ وہ اپنی کارکردگی بہتر بنائیں اور شہریوں کے مسائل فوری حل کریں میں اس بات پر زور دیا گیا کہ حکومت عوام کو ریلیف دینے کے لیے تمام وسائل بروئے کار لائے گی اور صوبے بھر میں ترقیاتی منصوب [628,141,745,761]
news-body-text: میں اس بات پر زور دیا گیا کہ حکومت عوام کو ریلیف دینے کے لیے تمام وسائل بروئے کار لائے گی اور صوبے بھر میں ترقیاتی منصوبوں کی تکمیل کو یقینی بنایا جائے گا جبکہ متعلقہ اداروں کو ہدایت کی گئی کہ وہ اپنی کارکردگی بہتر بنائیں اور شہریوں کے مسائل فوری حل کریں میں اس بات پر زور دیا گیا کہ حکومت عوام کو ریلیف دینے کے لیے تمام وسائل بروئے کار لائے گی اور صوبے بھر میں ترقیاتی منصوبوں کی تکمیل کو یقینی بنایا جائے گا جبکہ متعلقہ اداروں کو ہدایت کی گئی کہ وہ اپنی کارکردگی بہتر بنائیں اور شہریوں کے مسائل فوری حل کریں میں اس بات پر زور دیا گیا کہ ح [380,1239,497,1449]
news-body-text: میں اس بات پر زور دیا گیا کہ ح [380,1610,497,1631]
news-item [628,124,745,762]
news-number-tag: خبر نمبر 36 [380,902,497,917]
news-item [752,672,869,1257]
news-body-text: میں اس بات پر زور دیا گیا کہ حکومت عوام کو ریلیف دینے کے لیے تمام وسائل بروئے کار لائے گی اور صوبے بھر میں ترقیاتی منصوبوں کی تکمیل کو یقینی بنایا جائے گا جبکہ متعلقہ اداروں کو ہدایت کی گئی کہ وہ اپنی کارکردگی بہتر بنائیں اور شہریوں کے مسائ [256,903,373,998]
news-body-text: میں اس بات پر زور دیا گیا کہ حکومت عوام کو ریلیف دینے کے لیے تمام وسائل بروئے کار لائے گی اور صوبے بھر میں ترقیاتی منصوبوں کی تکمیل کو یقینی بنایا جائے گا جبکہ متعلقہ اداروں کو ہدایت کی گئی کہ وہ اپنی کارکردگی بہتر بنائیں اور شہریوں کے مسائل فوری حل کریں میں اس بات پر زور دیا گیا کہ حکومت عوام کو ریلیف دینے کے لیے تمام وسائل بروئے کار لائے گی اور صوبے بھر میں ترقیاتی منصوبوں کی تکمیل کو یقینی بنایا جائے گا جبکہ متعلقہ اداروں کو ہدایت کی گئی کہ وہ اپنی کارکردگی بہتر بنائیں اور شہریوں کے مسائل فوری حل کریں میں اس بات پر زور دیا گیا کہ حکومت عوام کو ریلیف دینے کے لیے تمام وسائل بروئے کار لائے گی اور صوبے بھر میں ترقیاتی منصوبوں کی تکمیل کو یقینی بنایا جائے گا جبکہ متعلقہ اداروں کو ہدایت کی گئی کہ وہ اپنی کارکردگی بہتر بنائیں اور شہریوں کے مسائل فوری حل کریں میں اس بات پر زور دیا گیا کہ حکومت عوام کو ریلیف دینے کے لیے تمام وسائل بروئے کار لائے گی اور صوبے بھر میں ترقیاتی منصوبوں کی تکمیل کو [256,437,373,784]
news-body-text: میں اس بات پر زور دیا گیا کہ حکومت عوام کو ریلیف دینے کے لیے تمام وسائل بروئے کار لائے گی اور صوبے بھر میں ترقیاتی منصوبوں کی تکمیل کو یقینی بنایا جائے گا جبکہ متعلقہ اداروں کو ہدایت کی گئی کہ وہ اپنی کارکردگی بہتر بنائیں اور شہریوں کے مسائ [380,494,497,588]
notice-signature: ڈیوٹی سول جج درجہ اول نمبر III گلگت [130,1020,249,1048]
news-body-text: میں اس بات پر زور دیا گیا کہ حکومت عوام کو ریلیف دینے کے لیے تمام وسائل بروئے کار لائے گی اور صوبے بھر میں ترقیاتی منصوبوں کی تکمیل کو یقینی بنایا جائے گا جبکہ متعلقہ اداروں کو ہدایت کی گئی کہ وہ اپنی کارکردگی بہتر بنائیں اور شہریوں کے مسائل فوری حل کریں میں اس بات پر زور دیا گیا کہ حکومت عوام کو ریلیف دینے کے لیے تمام وسائل بروئے کار لائے گی اور صوبے بھر میں ترقیاتی منصوبوں کی تکمیل کو یقینی بنایا جائے گا جبکہ متعلق [504,987,621,1145]
news-item [504,852,621,965]
news-item [380,24,497,56]
notice-case-number: مقدمہ نمبر 359/2025 دیوانی [13,1047,114,1070]
news-number-tag: خبر نمبر 27 [504,970,621,985]
news-item [752,1316,869,1586]
news-item [130,422,249,556]
news-number-tag: خبر نمبر 46 [256,1236,373,1251]
news-item [628,1711,745,1918]
court-notice [4,993,123,1257]
news-body-text: میں اس بات پر زور دیا گیا کہ حکومت عوام کو ریلیف دینے کے لیے تمام وسائل بروئے کار لائے گی اور صوبے بھر میں ترقیاتی منصوبوں کی تکمیل کو یقینی بنایا جائے گا جبکہ متعلقہ اداروں کو ہدایت کی گئی کہ وہ اپنی کارکردگی بہتر بنائیں اور شہریوں کے مسائ [628,24,745,118]
news-body-text: میں اس بات پر زور دیا گیا کہ حکومت عوام کو ریلیف دینے کے لیے [876,1571,993,1602]
news-body-text: میں اس بات پر زور دیا گیا کہ حکومت عوام کو ریلیف دینے کے لیے تمام وسائل بروئے کار لائے گی اور صوبے بھر میں ترقیاتی منصوبوں کی تکمیل کو یقینی بنایا جائے گا جبکہ متعلقہ اداروں کو ہدایت کی گئی کہ وہ اپنی کارکردگی بہتر بنائیں اور شہریوں کے مسائل فوری حل کریں میں اس بات پر زور دیا گیا کہ حکومت عوام کو ریلیف دینے کے لیے تمام وسائل بروئے کار لائے گی اور صوبے بھر میں ترقیاتی منصوبوں کی تکمیل کو یقینی بنایا جائے گا جبکہ متعلقہ اداروں کو ہدایت کی گئی کہ وہ اپنی کارکردگی بہتر بنائیں اور شہریوں کے مسائل فوری حل کریں میں اس بات پر زور دیا گیا کہ ح [256,1021,373,1231]
news-item [504,970,621,1146]
news-body-text: میں اس بات پر زور دیا گیا کہ حکومت عوام کو ریلیف دینے کے لیے تمام وسائل بروئے کار لائے گی اور صوبے بھر میں ترقیاتی منصوبوں کی تکمیل کو یقینی بنایا جائے گا جبکہ متعلقہ اداروں کو ہدایت کی گئی کہ وہ اپنی کارکردگی بہتر بنائیں اور شہریوں کے مسائل فوری حل کریں میں اس بات پر زور دیا گیا کہ حکومت عوام کو ریلیف دینے کے لیے تمام وسائل بروئے کار لائے گی اور صوبے بھر میں ترقیاتی منصوبوں کی تکمیل کو یقینی بنایا جائے گا جبکہ متعلقہ اداروں کو ہدایت کی گئی کہ وہ اپنی کارکردگی بہتر بنائیں اور شہریوں کے مسائل فوری حل کریں میں اس بات پر زور دیا گیا کہ حکومت عوام کو ریلیف دینے کے لیے تمام وسائل بروئے کار لائے گی اور صوبے بھر میں ترقیاتی منصوبوں کی تکمیل کو یقینی بنایا جائے گا جبکہ متعلقہ اداروں کو ہدایت کی گئی کہ وہ اپنی کارکردگی بہتر بنائیں اور شہریوں کے مسائل فوری حل کریں میں اس بات پر زور دیا گیا کہ حکومت عوام کو ریلیف دینے کے لیے تمام وسائل بروئے کار لائے گی اور صوبے بھر میں ترقیاتی منصوبوں کی تکمیل کو یقینی بنایا جائے گا جبکہ متعلقہ اداروں کو ہدایت کی گئی کہ وہ اپنی کارکردگی بہتر بنائیں اور شہریوں کے مسائل فوری حل کریں [504,24,621,412]
news-body-text: میں اس بات پر زور دیا گیا کہ حکومت عوام کو ریلیف دینے کے لیے [876,1722,993,1753]
news-item [628,24,745,119]
news-number-tag: خبر نمبر 35 [380,669,497,684]
news-item [876,336,993,627]
news-number-tag: خبر نمبر 38 [380,1221,497,1236]
column-1 [872,24,996,1829]
news-item [504,418,621,709]
news-item [504,24,621,413]
column-5 [376,24,500,1720]
news-item [380,1454,497,1588]
news-body-text: میں اس بات پر زور دیا گیا کہ حکومت عوام کو ریلیف دینے کے لیے تمام وسائل بروئے کار لائے گی اور صوبے بھر میں ترقیاتی منصوبوں کی تکمیل کو یقینی بنایا جائے گا جبکہ متعلقہ اداروں کو ہدایت کی گئی کہ وہ اپنی کارکردگی بہتر بنائیں اور شہریوں کے مسائل فوری حل کریں میں اس بات پر زور دیا گیا کہ حکومت عوام کو ریلیف دینے کے لیے تمام وسائل بروئے کار لائے گی اور صوبے بھر میں ترقیاتی منصوبوں کی تکمیل کو یقینی بنایا جائے گا جبکہ متعلقہ اداروں کو ہدایت کی گئی کہ وہ اپنی کارکردگی بہتر بنائیں اور شہریوں کے مسائل فوری حل کریں میں اس بات پر زور دیا گیا کہ حکومت عوام کو ریلیف دینے کے لیے تمام وسائل بروئے کار لائے گی اور صوبے بھر میں ترقیاتی منصوبوں کی تکمیل کو یقینی بنایا جائے گا جبکہ متعلقہ اداروں کو ہدایت کی گئی کہ وہ اپنی کارکردگی [876,353,993,626]
news-number-tag: خبر نمبر 14 [752,1262,869,1277]
news-number-tag: خبر نمبر 54 [4,441,123,456]
news-number-tag: خبر نمبر 17 [628,124,745,139]
news-number-tag: خبر نمبر 1 [876,27,993,42]
news-body-text: میں اس بات پر زور دیا گیا کہ حکومت عوام کو ریلیف دینے کے لیے [380,24,497,55]
news-item [380,1221,497,1449]
news-body-text: میں اس بات پر زور دیا گیا کہ حکومت عوام کو ریلیف دینے کے لیے تمام وسائل بروئے کار لائے گی اور صوبے بھر میں ترقیاتی منصوبوں کی تکمیل کو یقینی بنایا جائے گا جبکہ متعلقہ اداروں کو ہدایت کی گئی کہ وہ اپنی کارکردگی بہتر بنائیں اور شہریوں کے مسائل فوری حل کریں میں اس بات پر زور دیا گیا کہ حکومت عوام کو ریلیف دینے کے لیے تمام وسائل بروئے کار لائے گی اور صوبے بھر میں ترقیاتی منصوبوں کی تکمیل کو یقینی بنایا جائے گا جبکہ متعلقہ اداروں کو ہدایت کی گئی کہ وہ اپنی کارکردگی بہتر بنائیں اور شہریوں کے مسائل فوری حل کریں میں اس بات پر زور دیا گیا کہ حکومت عوام کو ریلیف دینے کے لیے تمام وسائل بروئے کار لائے گی [876,1317,993,1548]
news-number-tag: خبر نمبر 23 [628,1711,745,1726]
news-number-tag: خبر نمبر 37 [380,1083,497,1098]
news-body-text: میں اس بات پر زور دیا گیا کہ حکومت عوام کو ریلیف دینے کے لیے تمام وسائل بروئے کار لائے گی اور صوبے بھر میں ترقیاتی منصوبوں کی تکمیل کو یقینی بنایا جائے گا جبکہ متعلقہ اداروں کو ہدایت کی گئی کہ وہ اپنی کارکردگی بہتر بنائیں اور شہریوں کے مسائل فوری حل کریں میں اس بات پر زور دیا گیا کہ حکومت عوام کو ریلیف دینے کے لیے تمام وسائل بروئے کار لائے گی اور صوبے بھر میں ترقیاتی منصوبوں کی تکمیل کو یقینی بنایا جائے گا جبکہ متعلق [380,920,497,1077]
news-item [380,669,497,897]
news-number-tag: خبر نمبر 50 [130,241,249,256]
news-item [256,1492,373,1584]
news-item [752,24,869,234]
news-number-tag: خبر نمبر 40 [380,1593,497,1608]
column-7 [126,24,252,1720]
column-8 [0,24,126,1720]
news-item [504,1425,621,1601]
news-number-tag: خبر نمبر 52 [130,560,249,575]
news-body-text: میں اس بات پر زور دیا گیا کہ حکومت عوام کو ریلیف دینے کے لیے تمام وسائل بروئے کار لائے گی اور صوبے بھر میں ترقیاتی منصوبوں کی تکمیل کو یقینی بنایا جائے گا جبکہ متعلقہ اداروں کو ہدایت کی گئی کہ وہ اپنی کارکردگی بہتر بنائیں اور شہریوں کے مسائل فوری حل کریں میں اس بات پر زور دیا گیا کہ حکومت عوام کو ریلیف دینے کے لیے تمام وسائل بروئے کار لائے گی اور صوبے بھر میں ترقیاتی منصوبوں کی تکمیل کو یقینی بنایا جائے گا جبکہ متعلق [628,1548,745,1705]
news-item [4,24,123,297]
news-body-text: میں اس بات پر زور دیا گیا کہ حکومت عوام کو ریلیف دینے کے لیے تمام وسائل بروئے کار لائے گی اور صوبے بھر میں ترقیاتی منصوب [130,24,249,76]
news-number-tag: خبر نمبر 19 [628,842,745,857]
news-number-tag: خبر نمبر 7 [876,1299,993,1314]
news-number-tag: خبر نمبر 21 [628,1413,745,1428]
news-item [256,886,373,999]
news-number-tag: خبر نمبر 24 [504,418,621,433]
column-3 [624,24,748,1917]
news-number-tag: خبر نمبر 33 [380,476,497,491]
news-number-tag: خبر نمبر 4 [876,632,993,647]
news-number-tag: خبر نمبر 11 [876,1759,993,1774]
